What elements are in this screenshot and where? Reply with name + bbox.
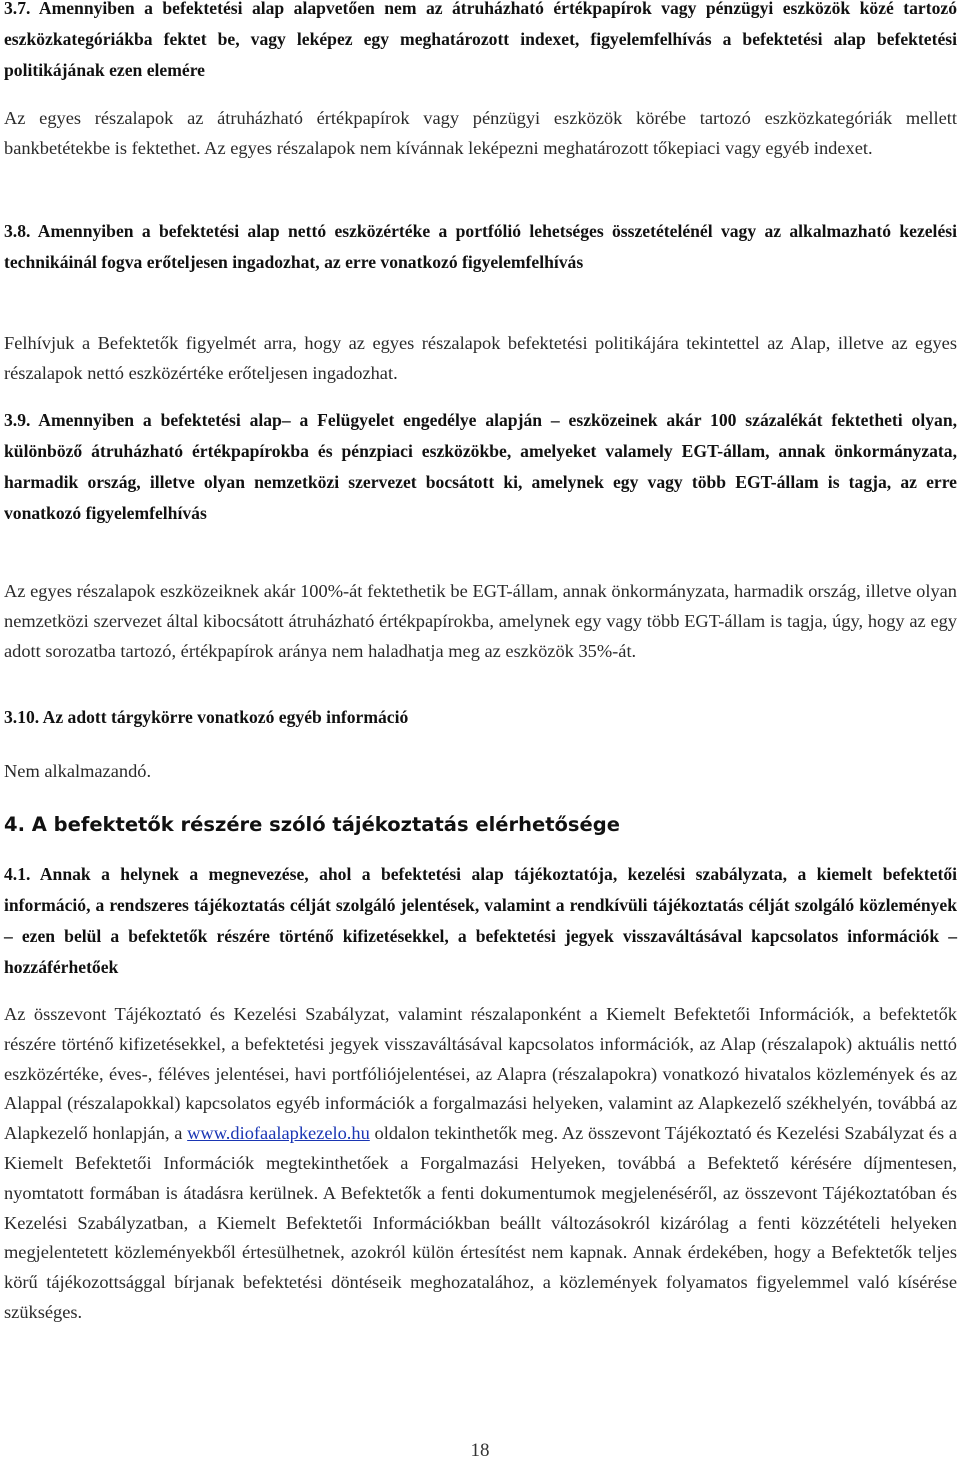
section-text-3-9: Az egyes részalapok eszközeiknek akár 100%-át fektethetik be EGT-állam, annak önkormányzata, harmadik ország, illetve olyan nemzetközi szervezet által kibocsátott átruházható értékpapírokba, amelynek egy vagy több EGT-állam is tagja, úgy, hogy az egy adott sorozatba tartozó, értékpapírok aránya nem haladhatja meg az eszközök 35%-át.: [4, 581, 957, 661]
section-text-3-10: Nem alkalmazandó.: [4, 761, 152, 781]
section-text-3-7: Az egyes részalapok az átruházható értékpapírok vagy pénzügyi eszközök körébe tartozó eszközkategóriák mellett bankbetétekbe is fektethet. Az egyes részalapok nem kívánnak leképezni meghatározott tőkepiaci vagy egyéb indexet.: [4, 108, 957, 158]
chapter-heading-4: 4. A befektetők részére szóló tájékoztatás elérhetősége: [4, 813, 620, 836]
section-heading-3-10: 3.10. Az adott tárgykörre vonatkozó egyéb információ: [4, 707, 409, 727]
section-heading-3-8: 3.8. Amennyiben a befektetési alap nettó eszközértéke a portfólió lehetséges összetételénél vagy az alkalmazható kezelési technikáinál fogva erőteljesen ingadozhat, az erre vonatkozó figyelemfelhívás: [4, 221, 957, 272]
section-heading-3-9: 3.9. Amennyiben a befektetési alap– a Felügyelet engedélye alapján – eszközeinek akár 100 százalékát fektetheti olyan, különböző átruházható értékpapírokba és pénzpiaci eszközökbe, amelyeket valamely EGT-állam, annak önkormányzata, harmadik ország, illetve olyan nemzetközi szervezet bocsátott ki, amelynek egy vagy több EGT-állam is tagja, az erre vonatkozó figyelemfelhívás: [4, 410, 957, 523]
website-link[interactable]: www.diofaalapkezelo.hu: [187, 1123, 370, 1144]
section-heading-3-7: 3.7. Amennyiben a befektetési alap alapvetően nem az átruházható értékpapírok vagy pénzügyi eszközök közé tartozó eszközkategóriákba fektet be, vagy leképez egy meghatározott indexet, figyelemfelhívás a befektetési alap befektetési politikájának ezen elemére: [4, 0, 957, 80]
section-text-4-1: [4, 1000, 957, 1328]
section-heading-4-1: 4.1. Annak a helynek a megnevezése, ahol a befektetési alap tájékoztatója, kezelési szabályzata, a kiemelt befektetői információ, a rendszeres tájékoztatás célját szolgáló jelentések, valamint a rendkívüli tájékoztatás célját szolgáló közlemények – ezen belül a befektetők részére történő kifizetésekkel, a befektetési jegyek visszaváltásával kapcsolatos információk – hozzáférhetőek: [4, 864, 957, 977]
section-text-4-1-part2: oldalon tekinthetők meg. Az összevont Tájékoztató és Kezelési Szabályzat és a Kiemelt Befektetői Információk megtekinthetőek a Forgalmazási Helyeken, továbbá a Befektető kérésére díjmentesen, nyomtatott formában is átadásra kerülnek. A Befektetők a fenti dokumentumok megjelenéséről, az összevont Tájékoztatóban és Kezelési Szabályzatban, a Kiemelt Befektetői Információkban beállt változásokról kizárólag a fenti közzétételi helyeken megjelentetett közleményekből értesülhetnek, azokról külön értesítést nem kapnak. Annak érdekében, hogy a Befektetők teljes körű tájékozottsággal bírjanak befektetési döntéseik meghozatalához, a közlemények folyamatos figyelemmel való kísérése szükséges.: [4, 1123, 957, 1322]
section-text-3-8: Felhívjuk a Befektetők figyelmét arra, hogy az egyes részalapok befektetési politikájára tekintettel az Alap, illetve az egyes részalapok nettó eszközértéke erőteljesen ingadozhat.: [4, 333, 957, 383]
page-number: 18: [470, 1440, 490, 1461]
section-text-4-1-part1: Az összevont Tájékoztató és Kezelési Szabályzat, valamint részalaponként a Kiemelt Befektetői Információk, a befektetők részére történő kifizetésekkel, a befektetési jegyek visszaváltásával kapcsolatos információk, az Alap (részalapok) aktuális nettó eszközértéke, éves-, féléves jelentései, havi portfóliójelentései, az Alapra (részalapokra) vonatkozó hivatalos közlemények és az Alappal (részalapokkal) kapcsolatos egyéb információk a forgalmazási helyeken, valamint az Alapkezelő székhelyén, továbbá az Alapkezelő honlapján, a: [4, 1004, 957, 1144]
